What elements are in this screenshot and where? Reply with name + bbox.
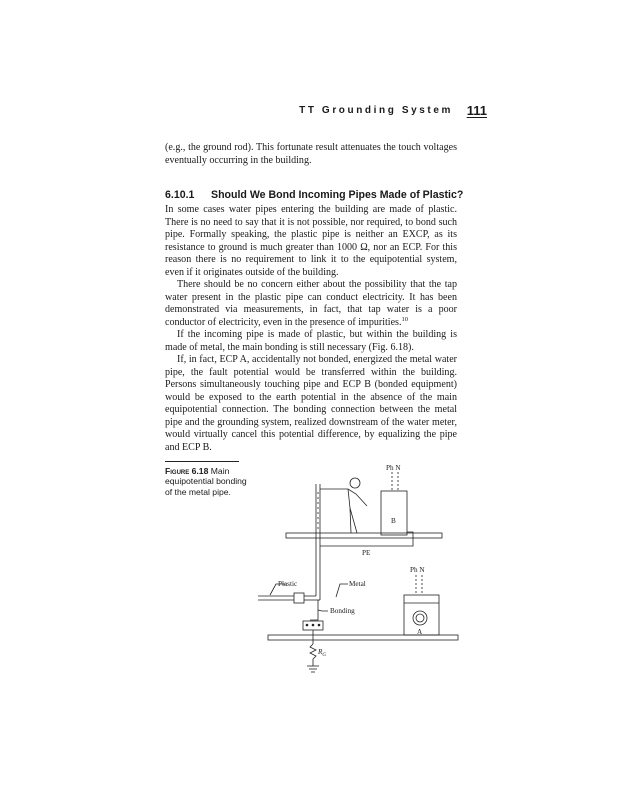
figure-caption (165, 466, 247, 497)
figure-diagram (250, 462, 460, 680)
caption-rule (165, 461, 239, 462)
paragraph-3: If the incoming pipe is made of plastic, but within the building is made of metal, the main bonding is still necessary (Fig. 6.18). (165, 329, 457, 353)
water-meter (294, 593, 304, 603)
paragraph-2 (165, 279, 457, 329)
label-ph-n-right: Ph N (410, 566, 425, 574)
running-head-title: TT Grounding System (299, 105, 453, 116)
figure-caption-text: Main equipotential bonding of the metal pipe. (165, 466, 247, 497)
footnote-marker: 10 (401, 315, 408, 323)
equipment-b (381, 491, 407, 535)
label-plastic: Plastic (278, 580, 298, 588)
intro-text (165, 142, 457, 167)
page-number: 111 (466, 103, 487, 118)
label-a: A (417, 628, 423, 636)
label-bonding: Bonding (330, 607, 355, 615)
paragraph-1: In some cases water pipes entering the building are made of plastic. There is no need to say that it is not possible, nor required, to bond such pipe. Formally speaking, the plastic pipe is neither an EXCP, as its resistance to ground is much greater than 1000 Ω, nor an ECP. For this reason there is no requirement to link it to the equipotential system, even if it originates outside of the building. (165, 204, 457, 278)
paragraph-4: If, in fact, ECP A, accidentally not bonded, energized the metal water pipe, the fault potential would be transferred within the building. Persons simultaneously touching pipe and ECP B (bonded equipment) would be exposed to the earth potential in the absence of the main equipotential connection. The bonding connection between the metal pipe and the grounding system, realized downstream of the water meter, would virtually cancel this potential difference, by equalizing the pipe and ECP B. (165, 354, 457, 453)
intro-paragraph: (e.g., the ground rod). This fortunate result attenuates the touch voltages eventually occurring in the building. (165, 142, 457, 166)
section-body (165, 204, 457, 454)
label-rg (317, 648, 326, 658)
washer-door (413, 611, 427, 625)
section-heading (165, 189, 485, 201)
label-metal: Metal (349, 580, 366, 588)
person-head (350, 478, 360, 488)
figure-label: Figure 6.18 (165, 466, 209, 476)
label-b: B (391, 517, 396, 525)
running-head (165, 103, 487, 123)
label-rg-subscript: G (322, 653, 327, 658)
upper-floor (286, 533, 442, 538)
label-ph-n-top: Ph N (386, 464, 401, 472)
person-body (320, 489, 367, 533)
section-title: Should We Bond Incoming Pipes Made of Plastic? (211, 189, 464, 201)
bonding-conductor (310, 600, 318, 620)
pe-conductor (320, 532, 413, 546)
label-pe: PE (362, 549, 371, 557)
lower-floor (268, 635, 458, 640)
label-rg-main: R (318, 648, 323, 656)
paragraph-2-text: There should be no concern either about the possibility that the tap water present in the plastic pipe can conduct electricity. It has been demonstrated via measurements, in fact, that tap water is a poor conductor of electricity, even in the presence of impurities. (165, 279, 457, 328)
section-number: 6.10.1 (165, 189, 195, 201)
